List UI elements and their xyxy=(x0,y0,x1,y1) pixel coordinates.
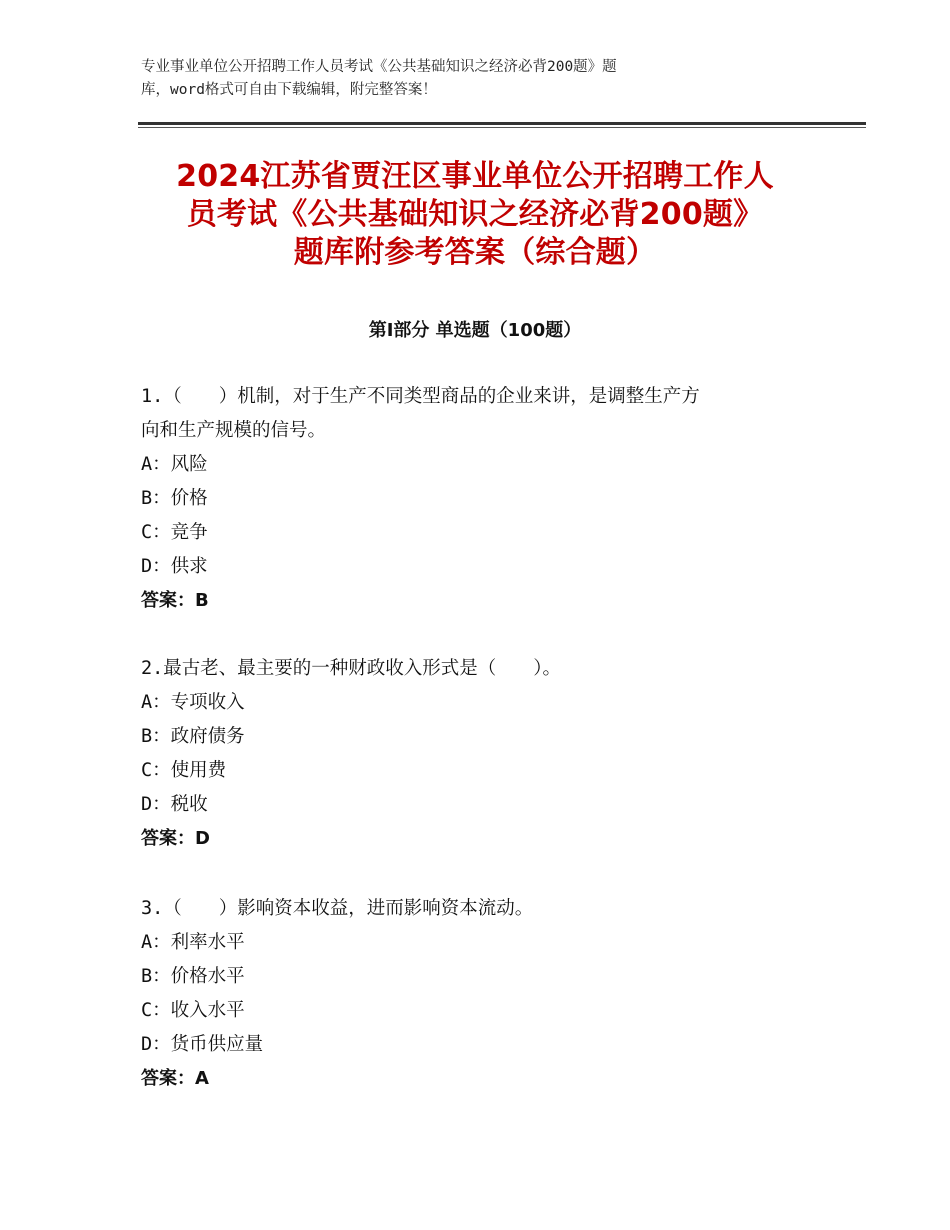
header-line-1: 专业事业单位公开招聘工作人员考试《公共基础知识之经济必背200题》题 xyxy=(141,59,617,75)
option-c: C：竞争 xyxy=(141,522,208,543)
option-b: B：价格水平 xyxy=(141,966,245,987)
question-stem-line-1: 3.（ ）影响资本收益，进而影响资本流动。 xyxy=(141,898,534,919)
question-3 xyxy=(141,892,821,1096)
title-line-2: 员考试《公共基础知识之经济必背200题》 xyxy=(186,197,764,232)
option-b: B：价格 xyxy=(141,488,208,509)
header-divider-thick xyxy=(138,122,866,125)
header-divider-thin xyxy=(138,127,866,128)
option-b: B：政府债务 xyxy=(141,726,245,747)
option-d: D：货币供应量 xyxy=(141,1034,264,1055)
title-line-1: 2024江苏省贾汪区事业单位公开招聘工作人 xyxy=(176,159,774,194)
question-stem-line-2: 向和生产规模的信号。 xyxy=(141,420,327,441)
option-a: A：风险 xyxy=(141,454,208,475)
document-title xyxy=(130,158,820,272)
option-c: C：使用费 xyxy=(141,760,227,781)
question-1 xyxy=(141,380,821,618)
answer-label: 答案：B xyxy=(141,590,209,611)
answer-label: 答案：A xyxy=(141,1068,209,1089)
question-stem-line-1: 2.最古老、最主要的一种财政收入形式是（ ）。 xyxy=(141,658,562,679)
option-c: C：收入水平 xyxy=(141,1000,245,1021)
header-line-2: 库，word格式可自由下载编辑，附完整答案！ xyxy=(141,82,437,98)
question-2 xyxy=(141,652,821,856)
option-a: A：利率水平 xyxy=(141,932,245,953)
question-stem-line-1: 1.（ ）机制，对于生产不同类型商品的企业来讲，是调整生产方 xyxy=(141,386,700,407)
page-header xyxy=(141,56,781,102)
title-line-3: 题库附参考答案（综合题） xyxy=(293,235,657,270)
option-d: D：供求 xyxy=(141,556,208,577)
option-a: A：专项收入 xyxy=(141,692,245,713)
answer-label: 答案：D xyxy=(141,828,210,849)
section-title: 第Ⅰ部分 单选题（100题） xyxy=(368,320,582,341)
option-d: D：税收 xyxy=(141,794,208,815)
